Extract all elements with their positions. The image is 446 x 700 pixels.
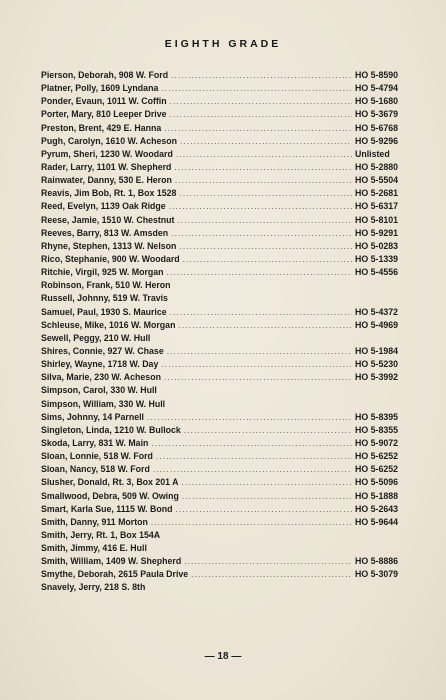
student-name-address: Snavely, Jerry, 218 S. 8th bbox=[41, 582, 146, 593]
dot-leader bbox=[171, 69, 352, 82]
phone-number: HO 5-6317 bbox=[355, 201, 399, 212]
student-name-address: Rico, Stephanie, 900 W. Woodard bbox=[41, 253, 180, 264]
phone-number: HO 5-1680 bbox=[355, 96, 399, 107]
dot-leader bbox=[167, 266, 352, 279]
phone-number: HO 5-1984 bbox=[355, 345, 399, 356]
phone-number: HO 5-5504 bbox=[355, 175, 399, 186]
student-name-address: Singleton, Linda, 1210 W. Bullock bbox=[41, 424, 181, 435]
student-name-address: Reed, Evelyn, 1139 Oak Ridge bbox=[41, 201, 166, 212]
phone-number: HO 5-9296 bbox=[355, 135, 399, 146]
list-item bbox=[41, 253, 413, 266]
student-directory-list bbox=[41, 69, 413, 595]
list-item bbox=[41, 332, 413, 345]
list-item bbox=[41, 568, 413, 581]
phone-number: HO 5-3079 bbox=[355, 569, 399, 580]
list-item bbox=[41, 345, 413, 358]
student-name-address: Robinson, Frank, 510 W. Heron bbox=[41, 280, 171, 291]
list-item bbox=[41, 69, 413, 82]
list-item bbox=[41, 214, 413, 227]
list-item bbox=[41, 358, 413, 371]
dot-leader bbox=[174, 161, 352, 174]
dot-leader bbox=[156, 450, 352, 463]
list-item bbox=[41, 266, 413, 279]
dot-leader bbox=[184, 424, 352, 437]
phone-number: HO 5-6768 bbox=[355, 122, 399, 133]
phone-number: HO 5-3992 bbox=[355, 372, 399, 383]
dot-leader bbox=[182, 490, 352, 503]
phone-number: HO 5-0283 bbox=[355, 240, 399, 251]
list-item bbox=[41, 292, 413, 305]
student-name-address: Smith, Jerry, Rt. 1, Box 154A bbox=[41, 529, 161, 540]
list-item bbox=[41, 476, 413, 489]
list-item bbox=[41, 200, 413, 213]
student-name-address: Schleuse, Mike, 1016 W. Morgan bbox=[41, 319, 176, 330]
dot-leader bbox=[175, 174, 352, 187]
phone-number: HO 5-4372 bbox=[355, 306, 399, 317]
list-item bbox=[41, 555, 413, 568]
list-item bbox=[41, 503, 413, 516]
dot-leader bbox=[180, 135, 352, 148]
list-item bbox=[41, 384, 413, 397]
list-item bbox=[41, 95, 413, 108]
page-title: EIGHTH GRADE bbox=[164, 38, 282, 50]
phone-number: HO 5-6252 bbox=[355, 464, 399, 475]
student-name-address: Platner, Polly, 1609 Lyndana bbox=[41, 83, 159, 94]
dot-leader bbox=[182, 476, 352, 489]
dot-leader bbox=[179, 187, 352, 200]
list-item bbox=[41, 398, 413, 411]
dot-leader bbox=[179, 240, 352, 253]
list-item bbox=[41, 306, 413, 319]
student-name-address: Reeves, Barry, 813 W. Amsden bbox=[41, 227, 169, 238]
dot-leader bbox=[147, 411, 352, 424]
list-item bbox=[41, 148, 413, 161]
student-name-address: Smith, Danny, 911 Morton bbox=[41, 516, 148, 527]
student-name-address: Smallwood, Debra, 509 W. Owing bbox=[41, 490, 179, 501]
list-item bbox=[41, 161, 413, 174]
student-name-address: Reese, Jamie, 1510 W. Chestnut bbox=[41, 214, 175, 225]
list-item bbox=[41, 227, 413, 240]
list-item bbox=[41, 581, 413, 594]
dot-leader bbox=[164, 371, 352, 384]
student-name-address: Samuel, Paul, 1930 S. Maurice bbox=[41, 306, 167, 317]
phone-number: Unlisted bbox=[355, 148, 390, 159]
student-name-address: Shires, Connie, 927 W. Chase bbox=[41, 345, 164, 356]
student-name-address: Smith, Jimmy, 416 E. Hull bbox=[41, 543, 147, 554]
student-name-address: Smart, Karla Sue, 1115 W. Bond bbox=[41, 503, 173, 514]
dot-leader bbox=[191, 568, 352, 581]
list-item bbox=[41, 240, 413, 253]
student-name-address: Sewell, Peggy, 210 W. Hull bbox=[41, 332, 151, 343]
student-name-address: Porter, Mary, 810 Leeper Drive bbox=[41, 109, 167, 120]
dot-leader bbox=[171, 227, 352, 240]
list-item bbox=[41, 108, 413, 121]
list-item bbox=[41, 437, 413, 450]
phone-number: HO 5-9072 bbox=[355, 437, 399, 448]
student-name-address: Smith, William, 1409 W. Shepherd bbox=[41, 556, 182, 567]
list-item bbox=[41, 463, 413, 476]
student-name-address: Slusher, Donald, Rt. 3, Box 201 A bbox=[41, 477, 179, 488]
list-item bbox=[41, 490, 413, 503]
dot-leader bbox=[170, 306, 352, 319]
dot-leader bbox=[178, 319, 352, 332]
dot-leader bbox=[161, 82, 352, 95]
phone-number: HO 5-9291 bbox=[355, 227, 399, 238]
phone-number: HO 5-8886 bbox=[355, 556, 399, 567]
student-name-address: Pyrum, Sheri, 1230 W. Woodard bbox=[41, 148, 173, 159]
dot-leader bbox=[151, 437, 352, 450]
student-name-address: Silva, Marie, 230 W. Acheson bbox=[41, 372, 161, 383]
phone-number: HO 5-9644 bbox=[355, 516, 399, 527]
phone-number: HO 5-8355 bbox=[355, 424, 399, 435]
phone-number: HO 5-2643 bbox=[355, 503, 399, 514]
dot-leader bbox=[170, 95, 352, 108]
student-name-address: Reavis, Jim Bob, Rt. 1, Box 1528 bbox=[41, 188, 177, 199]
student-name-address: Sloan, Lonnie, 518 W. Ford bbox=[41, 451, 153, 462]
list-item bbox=[41, 411, 413, 424]
list-item bbox=[41, 516, 413, 529]
dot-leader bbox=[183, 253, 352, 266]
list-item bbox=[41, 82, 413, 95]
phone-number: HO 5-8590 bbox=[355, 70, 399, 80]
dot-leader bbox=[167, 345, 352, 358]
list-item bbox=[41, 279, 413, 292]
student-name-address: Russell, Johnny, 519 W. Travis bbox=[41, 293, 168, 304]
phone-number: HO 5-1339 bbox=[355, 253, 399, 264]
list-item bbox=[41, 135, 413, 148]
student-name-address: Shirley, Wayne, 1718 W. Day bbox=[41, 359, 159, 370]
list-item bbox=[41, 529, 413, 542]
student-name-address: Rhyne, Stephen, 1313 W. Nelson bbox=[41, 240, 177, 251]
list-item bbox=[41, 542, 413, 555]
phone-number: HO 5-2681 bbox=[355, 188, 399, 199]
phone-number: HO 5-3679 bbox=[355, 109, 399, 120]
list-item bbox=[41, 187, 413, 200]
student-name-address: Simpson, William, 330 W. Hull bbox=[41, 398, 166, 409]
dot-leader bbox=[170, 108, 352, 121]
page-number: — 18 — bbox=[204, 651, 242, 662]
phone-number: HO 5-2880 bbox=[355, 161, 399, 172]
list-item bbox=[41, 319, 413, 332]
dot-leader bbox=[176, 148, 352, 161]
list-item bbox=[41, 450, 413, 463]
list-item bbox=[41, 424, 413, 437]
phone-number: HO 5-4969 bbox=[355, 319, 399, 330]
list-item bbox=[41, 174, 413, 187]
dot-leader bbox=[177, 214, 352, 227]
phone-number: HO 5-1888 bbox=[355, 490, 399, 501]
dot-leader bbox=[151, 516, 352, 529]
student-name-address: Ponder, Evaun, 1011 W. Coffin bbox=[41, 96, 167, 107]
student-name-address: Sims, Johnny, 14 Parnell bbox=[41, 411, 144, 422]
student-name-address: Smythe, Deborah, 2615 Paula Drive bbox=[41, 569, 189, 580]
dot-leader bbox=[184, 555, 352, 568]
list-item bbox=[41, 122, 413, 135]
phone-number: HO 5-5230 bbox=[355, 359, 399, 370]
student-name-address: Sloan, Nancy, 518 W. Ford bbox=[41, 464, 150, 475]
student-name-address: Ritchie, Virgil, 925 W. Morgan bbox=[41, 267, 164, 278]
student-name-address: Pierson, Deborah, 908 W. Ford bbox=[41, 70, 169, 80]
student-name-address: Rainwater, Danny, 530 E. Heron bbox=[41, 175, 172, 186]
student-name-address: Rader, Larry, 1101 W. Shepherd bbox=[41, 161, 172, 172]
phone-number: HO 5-6252 bbox=[355, 451, 399, 462]
dot-leader bbox=[176, 503, 352, 516]
dot-leader bbox=[164, 122, 352, 135]
phone-number: HO 5-8395 bbox=[355, 411, 399, 422]
phone-number: HO 5-4556 bbox=[355, 267, 399, 278]
phone-number: HO 5-5096 bbox=[355, 477, 399, 488]
list-item bbox=[41, 371, 413, 384]
student-name-address: Simpson, Carol, 330 W. Hull bbox=[41, 385, 157, 396]
student-name-address: Skoda, Larry, 831 W. Main bbox=[41, 437, 149, 448]
student-name-address: Pugh, Carolyn, 1610 W. Acheson bbox=[41, 135, 178, 146]
dot-leader bbox=[169, 200, 352, 213]
student-name-address: Preston, Brent, 429 E. Hanna bbox=[41, 122, 162, 133]
dot-leader bbox=[161, 358, 352, 371]
dot-leader bbox=[153, 463, 352, 476]
phone-number: HO 5-8101 bbox=[355, 214, 399, 225]
phone-number: HO 5-4794 bbox=[355, 83, 399, 94]
